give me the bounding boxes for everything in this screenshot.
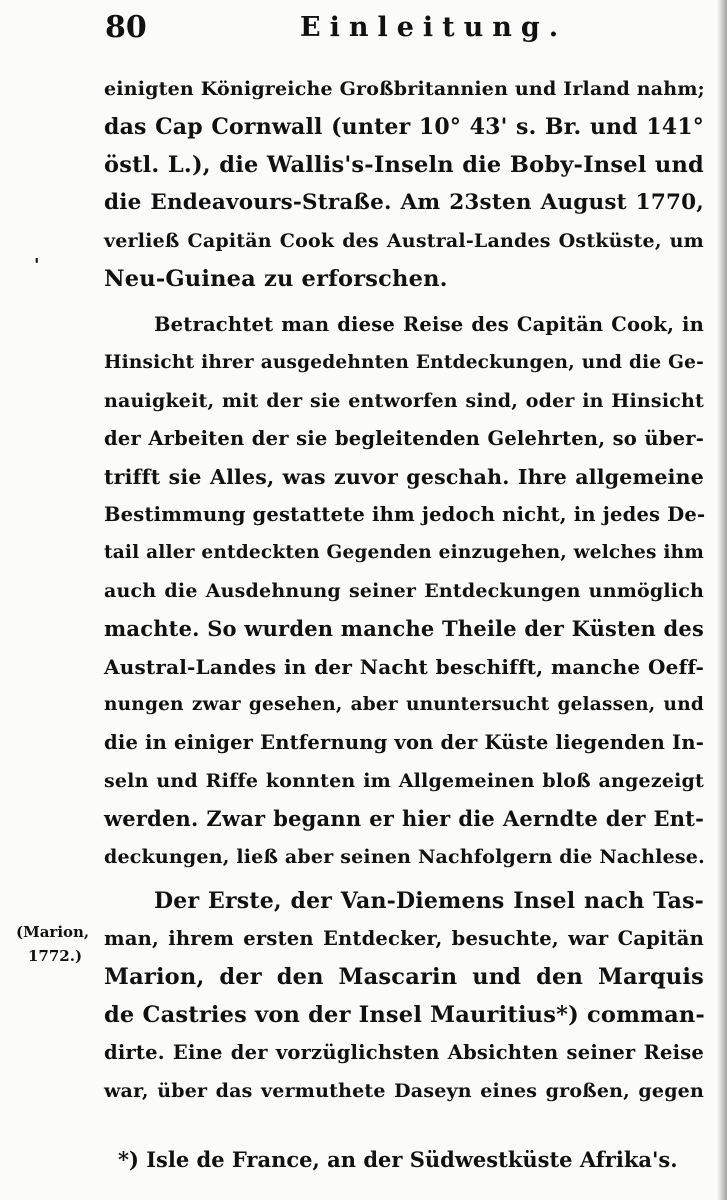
text-line: das Cap Cornwall (unter 10° 43' s. Br. und 141° <box>104 114 704 140</box>
text-line: die Endeavours-Straße. Am 23sten August 1770, <box>104 190 704 215</box>
text-line: Bestimmung gestattete ihm jedoch nicht, in jedes De- <box>104 503 706 526</box>
page-number: 80 <box>105 10 147 45</box>
text-line: einigten Königreiche Großbritannien und Irland nahm; <box>104 78 705 100</box>
text-line: der Arbeiten der sie begleitenden Gelehrten, so über- <box>104 427 704 450</box>
margin-note-line: (Marion, <box>16 923 90 941</box>
text-line: östl. L.), die Wallis's-Inseln die Boby-Insel und <box>104 152 704 178</box>
text-line: man, ihrem ersten Entdecker, besuchte, war Capitän <box>104 927 704 950</box>
text-line: Der Erste, der Van-Diemens Insel nach Tas- <box>154 888 704 914</box>
text-line: seln und Riffe konnten im Allgemeinen bloß angezeigt <box>104 770 704 792</box>
stray-mark: ' <box>34 255 40 276</box>
text-line: auch die Ausdehnung seiner Entdeckungen unmöglich <box>104 580 704 602</box>
text-line: Betrachtet man diese Reise des Capitän Cook, in <box>154 313 704 336</box>
page-header <box>105 10 705 50</box>
text-line: nungen zwar gesehen, aber ununtersucht gelassen, und <box>104 694 704 715</box>
text-line: de Castries von der Insel Mauritius*) comman- <box>104 1002 705 1028</box>
text-line: Hinsicht ihrer ausgedehnten Entdeckungen, und die Ge- <box>104 352 704 373</box>
text-line: werden. Zwar begann er hier die Aerndte der Ent- <box>104 806 704 831</box>
text-line: deckungen, ließ aber seinen Nachfolgern die Nachlese. <box>104 846 705 868</box>
text-line: Austral-Landes in der Nacht beschifft, manche Oeff- <box>104 655 704 679</box>
text-line: verließ Capitän Cook des Austral-Landes Ostküste, um <box>104 230 704 252</box>
page-edge-shadow <box>717 0 727 1200</box>
paragraph-3 <box>104 882 704 1110</box>
margin-note-line: 1772.) <box>28 947 83 965</box>
text-line: nauigkeit, mit der sie entworfen sind, oder in Hinsicht <box>104 390 704 412</box>
paragraph-2 <box>104 306 704 876</box>
paragraph-1 <box>104 70 704 298</box>
text-line: die in einiger Entfernung von der Küste liegenden In- <box>104 731 704 754</box>
text-line: war, über das vermuthete Daseyn eines großen, gegen <box>104 1080 704 1102</box>
text-line: machte. So wurden manche Theile der Küsten des <box>104 616 704 641</box>
text-line: Neu-Guinea zu erforschen. <box>104 266 448 292</box>
running-head: Einleitung. <box>300 12 568 43</box>
text-line: Marion, der den Mascarin und den Marquis <box>104 964 704 990</box>
footnote: *) Isle de France, an der Südwestküste Afrika's. <box>118 1147 678 1172</box>
text-line: trifft sie Alles, was zuvor geschah. Ihre allgemeine <box>104 465 704 489</box>
margin-note <box>16 920 106 968</box>
text-line: tail aller entdeckten Gegenden einzugehen, welches ihm <box>104 542 704 563</box>
text-line: dirte. Eine der vorzüglichsten Absichten seiner Reise <box>104 1041 704 1064</box>
